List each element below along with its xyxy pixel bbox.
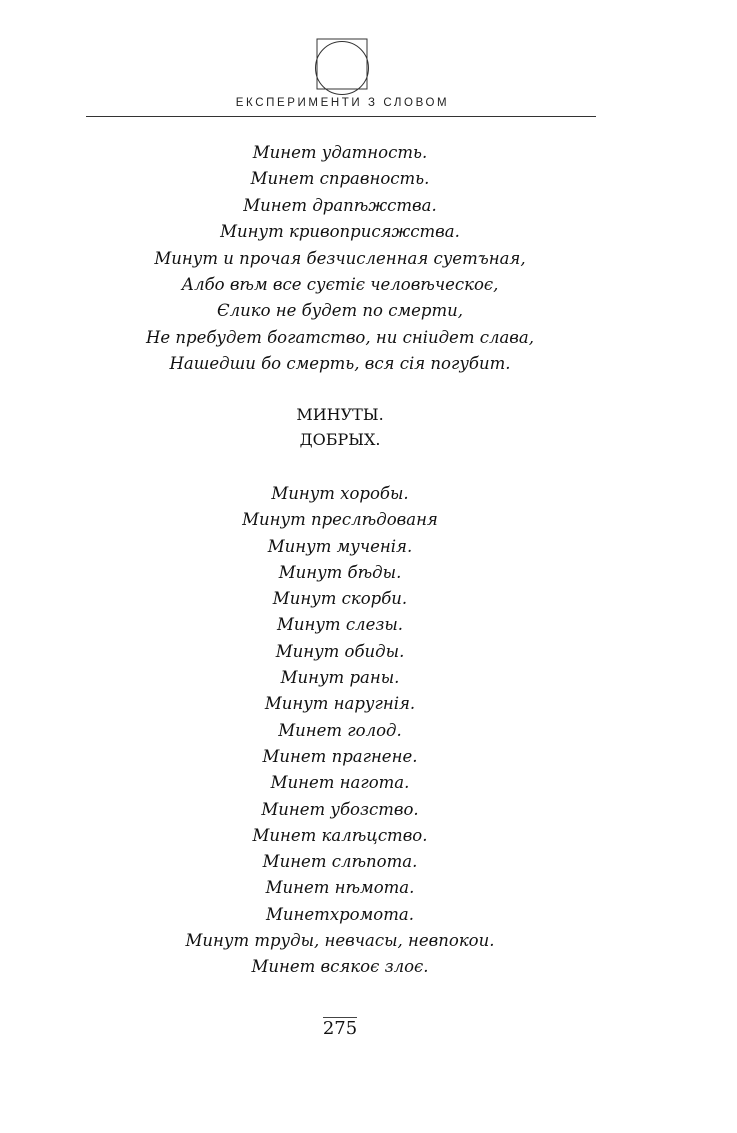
poem-line: Минет удатность.	[252, 143, 428, 162]
poem-line: Не пребудет богатство, ни сніидет слава,	[146, 327, 534, 347]
page-number	[0, 1017, 680, 1039]
header-divider	[86, 116, 596, 117]
poem-line: Минут обиды.	[275, 641, 405, 661]
running-header-title: ЕКСПЕРИМЕНТИ З СЛОВОМ	[235, 97, 450, 109]
poem-line: Минут слезы.	[276, 615, 404, 635]
poem-line: Минут кривоприсяжства.	[220, 222, 460, 242]
poem-line: Минут мученія.	[267, 536, 413, 556]
poem-line: Минет нагота.	[270, 773, 410, 793]
page-number-value: 275	[322, 1018, 358, 1039]
poem-line: Минут хоробы.	[271, 484, 409, 503]
circle-square-emblem-icon	[312, 37, 372, 97]
poem-line: Минетхромота.	[266, 904, 414, 924]
poem-stanza-1	[90, 140, 590, 378]
poem-line: Минет нѣмота.	[265, 878, 415, 898]
poem-line: Минут преслѣдованя	[242, 510, 438, 530]
poem-line: Минет калѣцство.	[252, 825, 428, 845]
heading-line: МИНУТЫ.	[296, 405, 384, 424]
poem-line: Минут раны.	[280, 668, 400, 688]
poem-line: Минет убозство.	[261, 799, 419, 819]
poem-line: Минут наругнія.	[264, 694, 416, 714]
poem-line: Нашедши бо смерть, вся сія погубит.	[169, 354, 511, 374]
poem-line: Минут скорби.	[272, 589, 408, 609]
poem-line: Минет голод.	[278, 720, 402, 740]
section-heading	[90, 402, 590, 452]
poem-line: Минут бѣды.	[278, 562, 402, 582]
poem-line: Минет справность.	[250, 169, 430, 189]
poem-line: Минет прагнене.	[262, 746, 418, 766]
poem-line: Албо вѣм все суєтіє человѣческоє,	[181, 274, 499, 294]
poem-line: Минет всякоє злоє.	[251, 957, 429, 977]
heading-line: ДОБРЫХ.	[299, 430, 381, 449]
poem-line: Минут и прочая безчисленная суетъная,	[154, 248, 526, 268]
poem-line: Єлико не будет по смерти,	[217, 301, 463, 321]
poem-stanza-2	[90, 481, 590, 981]
poem-line: Минет драпѣжства.	[243, 195, 437, 215]
poem-line: Минут труды, невчасы, невпокои.	[185, 931, 495, 951]
poem-line: Минет слѣпота.	[262, 852, 418, 872]
